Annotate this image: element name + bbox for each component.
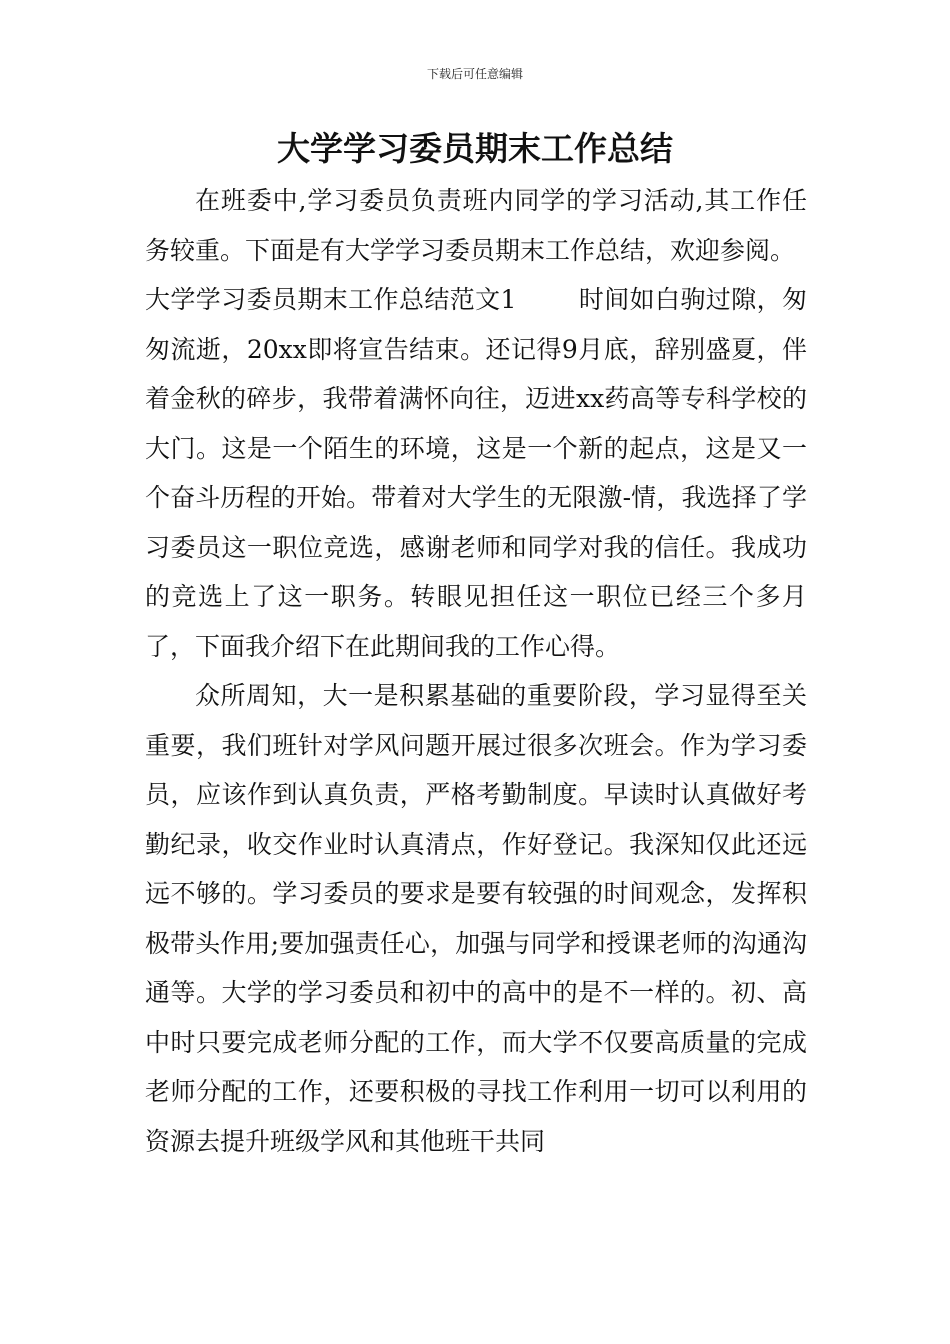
document-title: 大学学习委员期末工作总结 xyxy=(277,129,673,168)
section-paragraph-1 xyxy=(145,275,807,671)
document-body xyxy=(145,176,807,1166)
intro-paragraph: 在班委中,学习委员负责班内同学的学习活动,其工作任务较重。下面是有大学学习委员期末工作总结，欢迎参阅。 xyxy=(145,186,807,265)
header-note: 下载后可任意编辑 xyxy=(426,67,523,81)
section-heading: 大学学习委员期末工作总结范文1 xyxy=(145,285,517,314)
paragraph-1-text: 时间如白驹过隙，匆匆流逝，20xx即将宣告结束。还记得9月底，辞别盛夏，伴着金秋的碎步，我带着满怀向往，迈进xx药高等专科学校的大门。这是一个陌生的环境，这是一个新的起点，这是又一个奋斗历程的开始。带着对大学生的无限激-情，我选择了学习委员这一职位竞选，感谢老师和同学对我的信任。我成功的竞选上了这一职务。转眼见担任这一职位已经三个多月了，下面我介绍下在此期间我的工作心得。 xyxy=(145,285,807,661)
paragraph-2: 众所周知，大一是积累基础的重要阶段，学习显得至关重要，我们班针对学风问题开展过很多次班会。作为学习委员，应该作到认真负责，严格考勤制度。早读时认真做好考勤纪录，收交作业时认真清点，作好登记。我深知仅此还远远不够的。学习委员的要求是要有较强的时间观念，发挥积极带头作用;要加强责任心，加强与同学和授课老师的沟通沟通等。大学的学习委员和初中的高中的是不一样的。初、高中时只要完成老师分配的工作，而大学不仅要高质量的完成老师分配的工作，还要积极的寻找工作利用一切可以利用的资源去提升班级学风和其他班干共同 xyxy=(145,681,807,1156)
